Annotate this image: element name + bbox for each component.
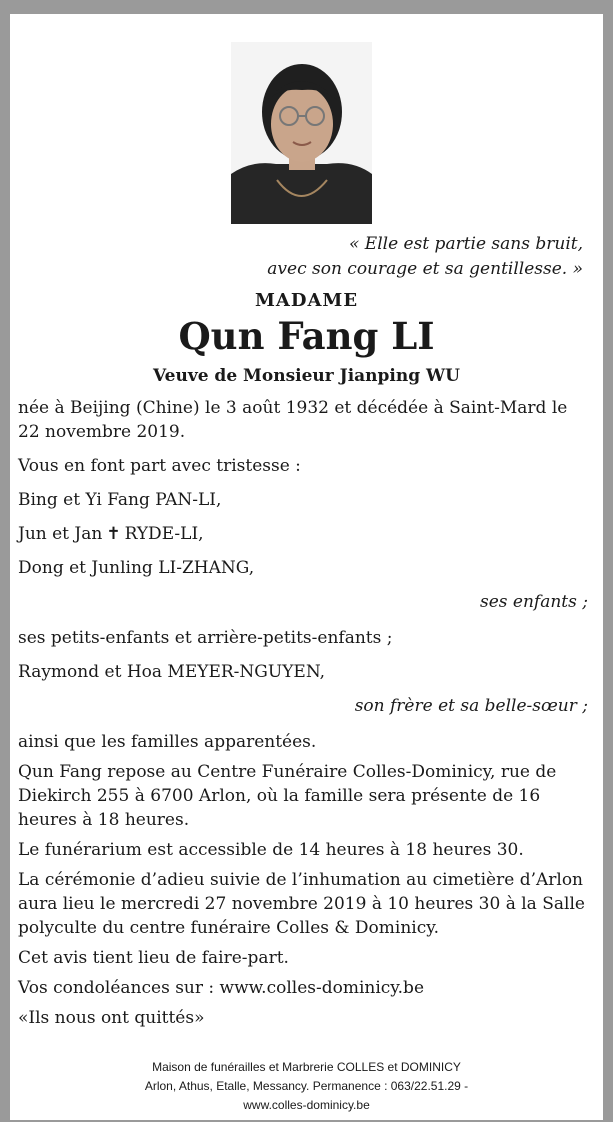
ceremony-info: La cérémonie d’adieu suivie de l’inhumation au cimetière d’Arlon aura lieu le mercredi 27 novembre 2019 à 10 heures 30 à la Salle polyculte du centre funéraire Colles & Dominicy. [18,870,585,938]
portrait-photo-icon [231,42,372,224]
epitaph-quote [267,232,583,282]
relation-role: son frère et sa belle-sœur ; [354,696,588,716]
cross-icon: ✝ [106,524,121,544]
family-member [18,522,588,546]
notice-statement: Cet avis tient lieu de faire-part. [18,948,289,968]
deceased-name: Qun Fang LI [178,314,435,358]
quote-line-1: « Elle est partie sans bruit, [348,234,583,254]
obituary-notice [10,14,603,1120]
family-member-last: RYDE-LI, [124,524,204,544]
families-line: ainsi que les familles apparentées. [18,732,317,752]
condolences-link[interactable]: Vos condoléances sur : www.colles-dominicy.be [18,978,424,998]
notice-body [18,396,588,1030]
family-member: Bing et Yi Fang PAN-LI, [18,490,222,510]
rest-location: Qun Fang repose au Centre Funéraire Colles-Dominicy, rue de Diekirch 255 à 6700 Arlon, où la famille sera présente de 16 heures à 18 heures. [18,762,557,830]
funerarium-hours: Le funérarium est accessible de 14 heures à 18 heures 30. [18,840,524,860]
footer-line-2: Arlon, Athus, Etalle, Messancy. Permanence : 063/22.51.29 - [144,1079,469,1093]
quote-line-2: avec son courage et sa gentillesse. » [267,259,583,279]
family-member: Dong et Junling LI-ZHANG, [18,558,255,578]
footer [10,1058,603,1115]
relation-role: ses enfants ; [480,592,588,612]
family-member-first: Jun et Jan [18,524,103,544]
announcement-intro: Vous en font part avec tristesse : [18,456,301,476]
birth-death-info: née à Beijing (Chine) le 3 août 1932 et décédée à Saint-Mard le 22 novembre 2019. [18,398,568,442]
honorific-title: MADAME [254,290,359,311]
footer-line-1: Maison de funérailles et Marbrerie COLLES et DOMINICY [152,1060,461,1074]
widow-line: Veuve de Monsieur Jianping WU [153,366,460,386]
family-member: ses petits-enfants et arrière-petits-enfants ; [18,628,393,648]
family-member: Raymond et Hoa MEYER-NGUYEN, [18,662,326,682]
section-label: «Ils nous ont quittés» [18,1008,205,1028]
portrait-photo [231,42,372,224]
footer-website-link[interactable]: www.colles-dominicy.be [243,1098,370,1112]
